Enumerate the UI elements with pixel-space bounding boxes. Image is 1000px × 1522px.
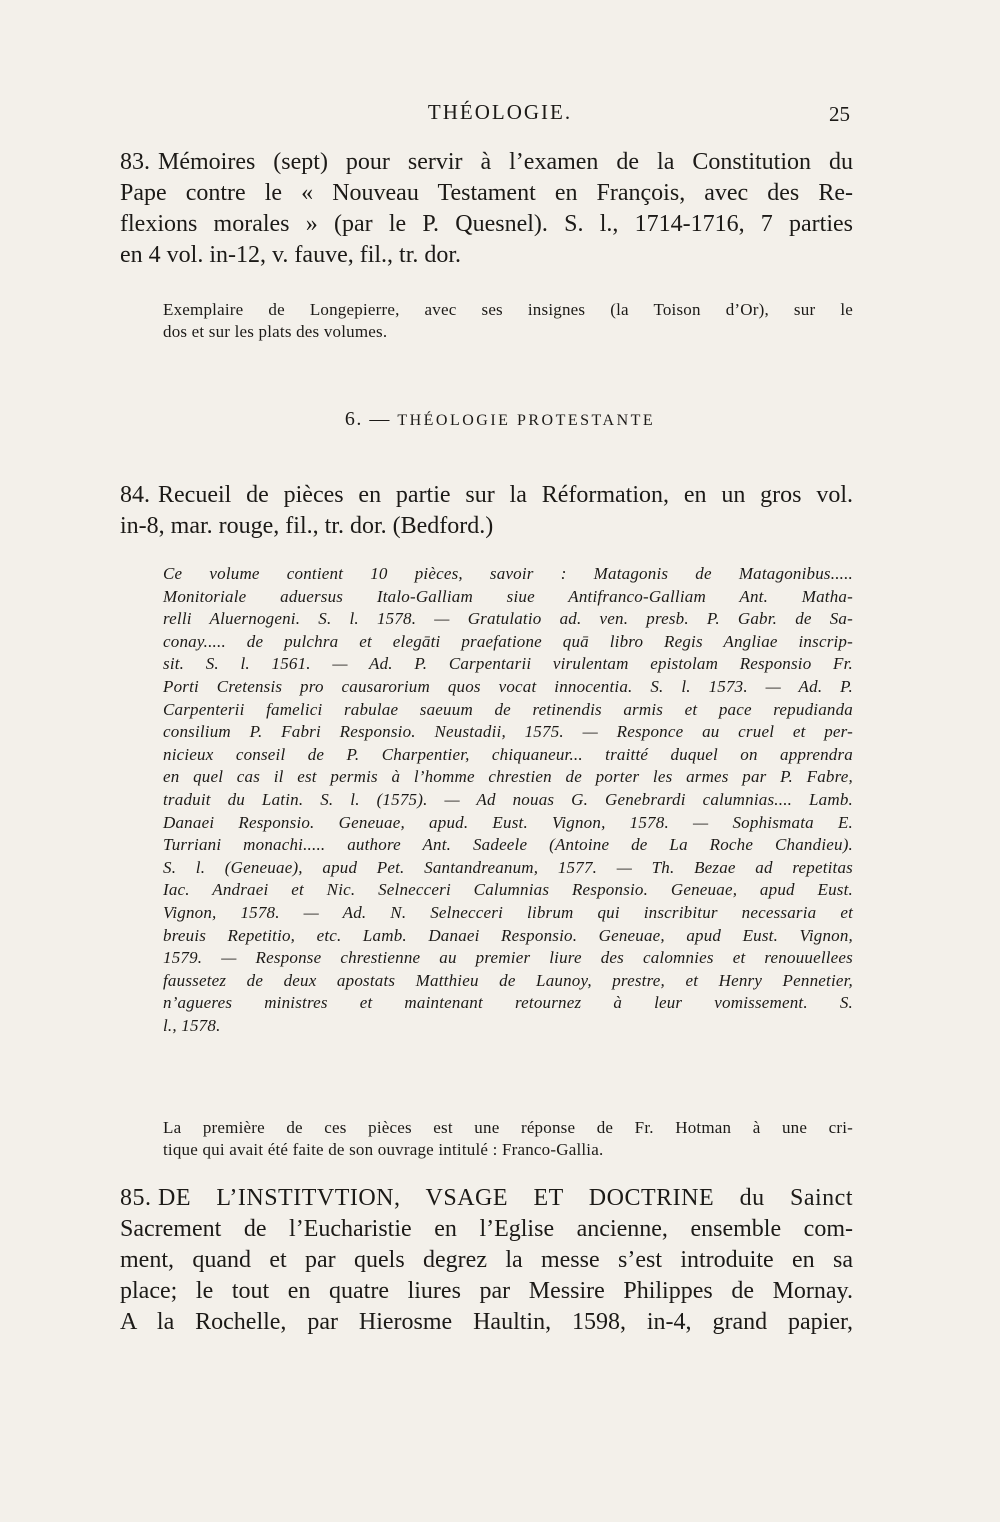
entry-85-line: place; le tout en quatre liures par Messire Philippes de Mornay. bbox=[120, 1278, 853, 1304]
entry-83-line: 83. Mémoires (sept) pour servir à l’examen de la Constitution du bbox=[158, 147, 853, 178]
entry-85-line: Sacrement de l’Eucharistie en l’Eglise ancienne, ensemble com- bbox=[120, 1216, 853, 1242]
entry-83-line: flexions morales » (par le P. Quesnel). S. l., 1714-1716, 7 parties bbox=[120, 211, 853, 237]
note-line: Danaei Responsio. Geneuae, apud. Eust. Vignon, 1578. — Sophismata E. bbox=[163, 812, 853, 832]
note-line: Iac. Andraei et Nic. Selnecceri Calumnias Responsio. Geneuae, apud Eust. bbox=[163, 880, 853, 900]
note-line: en quel cas il est permis à l’homme chrestien de porter les armes par P. Fabre, bbox=[163, 767, 853, 787]
note-line: dos et sur les plats des volumes. bbox=[163, 322, 388, 341]
note-line: Vignon, 1578. — Ad. N. Selnecceri librum qui inscribitur necessaria et bbox=[163, 902, 853, 922]
note-line: l., 1578. bbox=[163, 1015, 221, 1035]
entry-85 bbox=[120, 1183, 853, 1338]
entry-83 bbox=[120, 147, 853, 271]
note-line: Monitoriale aduersus Italo-Galliam siue Antifranco-Galliam Ant. Matha- bbox=[163, 586, 853, 606]
section-title: THÉOLOGIE PROTESTANTE bbox=[397, 412, 656, 429]
entry-84-note-2 bbox=[163, 1117, 853, 1161]
page-number: 25 bbox=[829, 102, 850, 126]
note-line: relli Aluernogeni. S. l. 1578. — Gratulatio ad. ven. presb. P. Gabr. de Sa- bbox=[163, 609, 853, 629]
note-line: tique qui avait été faite de son ouvrage intitulé : Franco-Gallia. bbox=[163, 1140, 604, 1159]
note-line: n’agueres ministres et maintenant retournez à leur vomissement. S. bbox=[163, 993, 853, 1013]
note-line: nicieux conseil de P. Charpentier, chiquaneur... traitté duquel on apprendra bbox=[163, 744, 853, 764]
note-line: breuis Repetitio, etc. Lamb. Danaei Responsio. Geneuae, apud Eust. Vignon, bbox=[163, 925, 853, 945]
entry-84-line: in-8, mar. rouge, fil., tr. dor. (Bedford.) bbox=[120, 513, 494, 539]
note-line: Ce volume contient 10 pièces, savoir : Matagonis de Matagonibus..... bbox=[163, 564, 853, 583]
entry-number: 85. bbox=[120, 1185, 152, 1211]
note-line: 1579. — Response chrestienne au premier liure des calomnies et renouuellees bbox=[163, 948, 853, 968]
note-line: conay..... de pulchra et elegāti praefatione quā libro Regis Angliae inscrip- bbox=[163, 631, 853, 651]
note-line: Porti Cretensis pro causarorium quos vocat innocentia. S. l. 1573. — Ad. P. bbox=[163, 676, 853, 696]
entry-83-note bbox=[163, 299, 853, 343]
entry-83-line: Pape contre le « Nouveau Testament en François, avec des Re- bbox=[120, 180, 853, 206]
note-line: Carpenterii famelici rabulae saeuum de retinendis armis et pace repudianda bbox=[163, 699, 853, 719]
note-line: consilium P. Fabri Responsio. Neustadii, 1575. — Responce au cruel et per- bbox=[163, 722, 853, 742]
section-heading bbox=[0, 408, 1000, 431]
entry-85-line: ment, quand et par quels degrez la messe s’est introduite en sa bbox=[120, 1247, 853, 1273]
entry-84-note bbox=[163, 563, 853, 1037]
entry-84-line: 84. Recueil de pièces en partie sur la Réformation, en un gros vol. bbox=[158, 480, 853, 511]
entry-83-line: en 4 vol. in-12, v. fauve, fil., tr. dor. bbox=[120, 242, 462, 268]
note-line: La première de ces pièces est une réponse de Fr. Hotman à une cri- bbox=[163, 1118, 853, 1137]
note-line: traduit du Latin. S. l. (1575). — Ad nouas G. Genebrardi calumnias.... Lamb. bbox=[163, 789, 853, 809]
note-line: faussetez de deux apostats Matthieu de Launoy, prestre, et Henry Pennetier, bbox=[163, 970, 853, 990]
note-line: Turriani monachi..... authore Ant. Sadeele (Antoine de La Roche Chandieu). bbox=[163, 835, 853, 855]
section-number: 6. — bbox=[344, 408, 391, 430]
entry-84 bbox=[120, 480, 853, 542]
note-line: Exemplaire de Longepierre, avec ses insignes (la Toison d’Or), sur le bbox=[163, 300, 853, 319]
note-line: sit. S. l. 1561. — Ad. P. Carpentarii virulentam epistolam Responsio Fr. bbox=[163, 654, 853, 674]
entry-number: 83. bbox=[120, 149, 150, 175]
running-header-title: THÉOLOGIE. bbox=[427, 100, 573, 124]
entry-85-line: 85. DE L’INSTITVTION, VSAGE ET DOCTRINE du Sainct bbox=[158, 1183, 853, 1214]
entry-number: 84. bbox=[120, 482, 150, 508]
note-line: S. l. (Geneuae), apud Pet. Santandreanum, 1577. — Th. Bezae ad repetitas bbox=[163, 857, 853, 877]
entry-85-line: A la Rochelle, par Hierosme Haultin, 1598, in-4, grand papier, bbox=[120, 1309, 853, 1335]
